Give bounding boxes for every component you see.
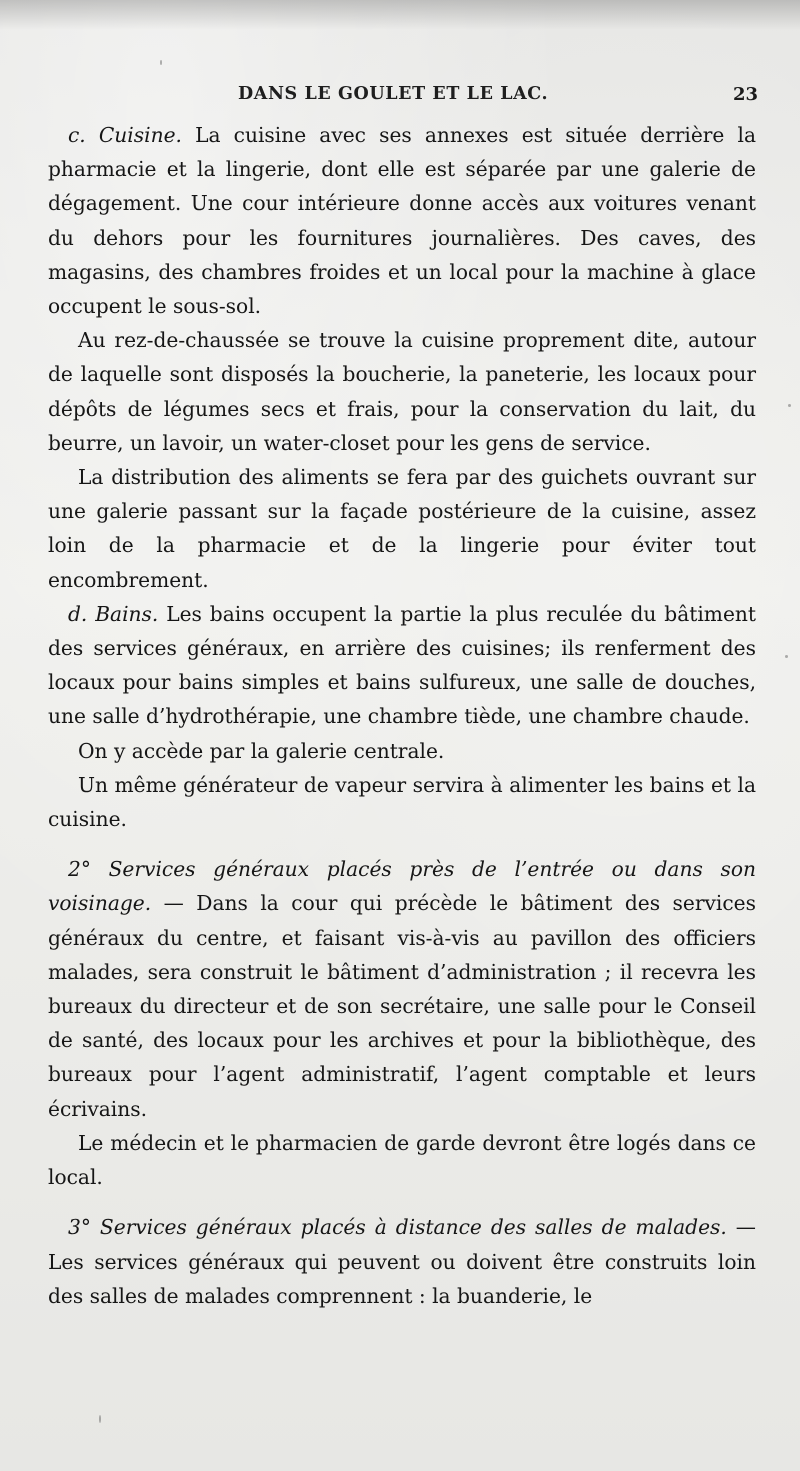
scan-speck	[785, 655, 788, 658]
paragraph-section-3	[48, 1210, 756, 1313]
paragraph-text: — Dans la cour qui précède le bâtiment des services généraux du centre, et faisant vis-à-vis au pavillon des officiers malades, sera construit le bâtiment d’administration ; il recevra les bureaux du directeur et de son secrétaire, une salle pour le Conseil de santé, des locaux pour les archives et pour la bibliothèque, des bureaux pour l’agent administratif, l’agent comptable et leurs écrivains.	[48, 891, 756, 1121]
running-title: DANS LE GOULET ET LE LAC.	[238, 84, 549, 104]
page-number: 23	[732, 84, 758, 105]
scan-edge-shadow	[0, 0, 800, 30]
paragraph-cuisine-distribution: La distribution des aliments se fera par des guichets ouvrant sur une galerie passant sur la façade postérieure de la cuisine, assez loin de la pharmacie et de la lingerie pour éviter tout encombrement.	[48, 465, 756, 592]
paragraph-text: Les bains occupent la partie la plus reculée du bâtiment des services généraux, en arrière des cuisines; ils renferment des locaux pour bains simples et bains sulfureux, une salle de douches, une salle d’hydrothérapie, une chambre tiède, une chambre chaude.	[48, 601, 757, 729]
scan-speck	[160, 60, 162, 65]
section-lead-cuisine: c. Cuisine.	[68, 123, 182, 147]
paragraph-text: — Les services généraux qui peuvent ou doivent être construits loin des salles de malades comprennent : la buanderie, le	[48, 1215, 756, 1308]
section-lead-3: 3° Services généraux placés à distance des salles de malades.	[68, 1215, 727, 1240]
section-lead-bains: d. Bains.	[68, 601, 159, 626]
paragraph-cuisine-ground-floor: Au rez-de-chaussée se trouve la cuisine proprement dite, autour de laquelle sont disposés la boucherie, la paneterie, les locaux pour dépôts de légumes secs et frais, pour la conservation du lait, du beurre, un lavoir, un water-closet pour les gens de service.	[48, 328, 756, 455]
paragraph-bains-access: On y accède par la galerie centrale.	[78, 738, 445, 763]
body-text	[48, 118, 756, 1313]
page-header	[48, 79, 758, 111]
scan-speck	[99, 1415, 101, 1423]
section-lead-2: 2° Services généraux placés près de l’entrée ou dans son voisinage.	[48, 857, 756, 916]
paragraph-cuisine-intro	[48, 118, 756, 323]
paragraph-bains-generator: Un même générateur de vapeur servira à alimenter les bains et la cuisine.	[48, 772, 756, 832]
paragraph-bains-intro	[48, 597, 756, 734]
scan-speck	[788, 404, 791, 407]
paragraph-section-2-doctors: Le médecin et le pharmacien de garde devront être logés dans ce local.	[48, 1130, 756, 1190]
paragraph-text: La cuisine avec ses annexes est située derrière la pharmacie et la lingerie, dont elle est séparée par une galerie de dégagement. Une cour intérieure donne accès aux voitures venant du dehors pour les fournitures journalières. Des caves, des magasins, des chambres froides et un local pour la machine à glace occupent le sous-sol.	[48, 123, 756, 319]
paragraph-section-2	[48, 852, 756, 1126]
